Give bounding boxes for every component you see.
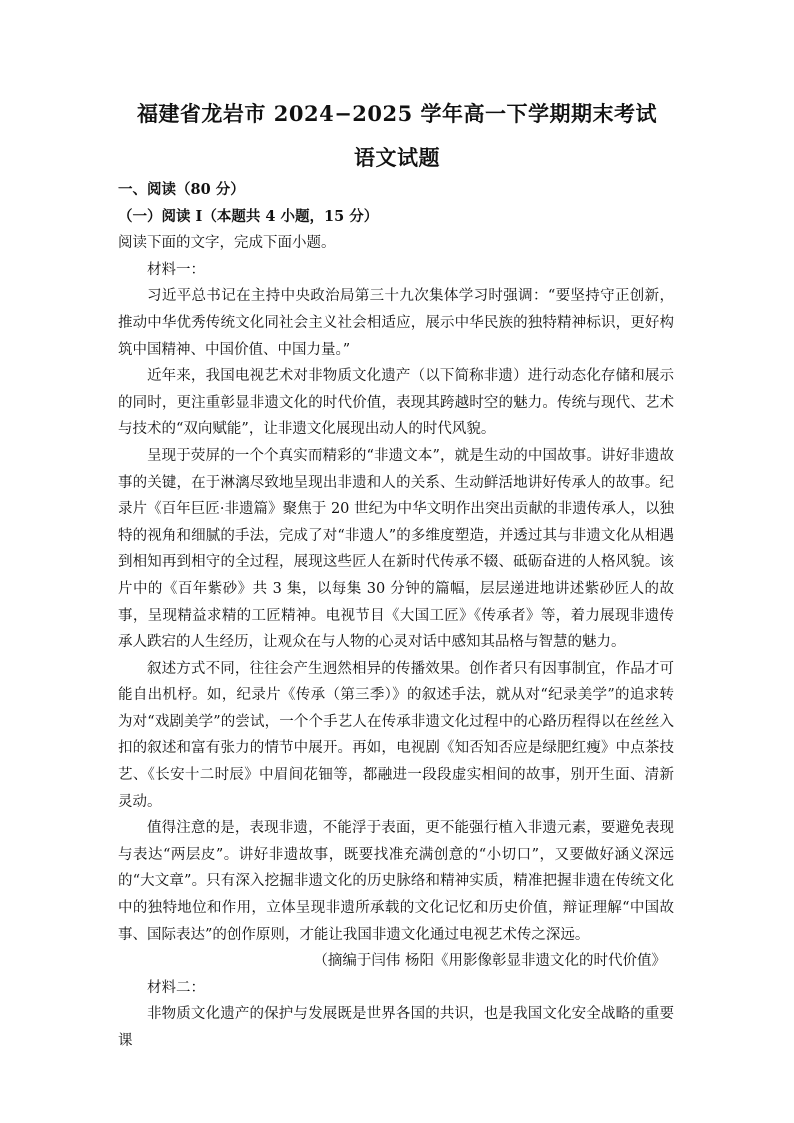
instruction-text: 阅读下面的文字，完成下面小题。 [118,235,336,252]
document-subtitle: 语文试题 [354,145,440,170]
material1-paragraph: 习近平总书记在主持中央政治局第三十九次集体学习时强调：“要坚持守正创新，推动中华优秀传统文化同社会主义社会相适应，展示中华民族的独特精神标识，更好构筑中国精神、中国价值、中国力量。” [118,288,674,358]
subsection-heading: （一）阅读 I（本题共 4 小题，15 分） [118,207,379,225]
material1-paragraph: 呈现于荧屏的一个个真实而精彩的“非遗文本”，就是生动的中国故事。讲好非遗故事的关键，在于淋漓尽致地呈现出非遗和人的关系、生动鲜活地讲好传承人的故事。纪录片《百年巨匠·非遗篇》聚焦于 20 世纪为中华文明作出突出贡献的非遗传承人，以独特的视角和细腻的手法，完成了对“非遗人”的多维度塑造，并透过其与非遗文化从相遇到相知再到相守的全过程，展现这些匠人在新时代传承不辍、砥砺奋进的人格风貌。该片中的《百年紫砂》共 3 集，以每集 30 分钟的篇幅，层层递进地讲述紫砂匠人的故事，呈现精益求精的工匠精神。电视节目《大国工匠》《传承者》等，着力展现非遗传承人跌宕的人生经历，让观众在与人物的心灵对话中感知其品格与智慧的魅力。 [118,447,674,651]
material1-paragraph: 值得注意的是，表现非遗，不能浮于表面，更不能强行植入非遗元素，要避免表现与表达“两层皮”。讲好非遗故事，既要找准充满创意的“小切口”，又要做好涵义深远的“大文章”。只有深入挖掘非遗文化的历史脉络和精神实质，精准把握非遗在传统文化中的独特地位和作用，立体呈现非遗所承载的文化记忆和历史价值，辩证理解“中国故事、国际表达”的创作原则，才能让我国非遗文化通过电视艺术传之深远。 [118,820,674,943]
document-title: 福建省龙岩市 2024−2025 学年高一下学期期末考试 [136,101,658,126]
section-heading: 一、阅读（80 分） [118,181,245,198]
material1-paragraph: 叙述方式不同，往往会产生迥然相异的传播效果。创作者只有因事制宜，作品才可能自出机杼。如，纪录片《传承（第三季）》的叙述手法，就从对“纪录美学”的追求转为对“戏剧美学”的尝试，一个个手艺人在传承非遗文化过程中的心路历程得以在丝丝入扣的叙述和富有张力的情节中展开。再如，电视剧《知否知否应是绿肥红瘦》中点茶技艺、《长安十二时辰》中眉间花钿等，都融进一段段虚实相间的故事，别开生面、清新灵动。 [118,660,674,810]
citation: （摘编于闫伟 杨阳《用影像彰显非遗文化的时代价值》 [313,953,666,970]
document-body [118,177,674,1055]
material1-paragraph: 近年来，我国电视艺术对非物质文化遗产（以下简称非遗）进行动态化存储和展示的同时，更注重彰显非遗文化的时代价值，表现其跨越时空的魅力。传统与现代、艺术与技术的“双向赋能”，让非遗文化展现出动人的时代风貌。 [118,368,674,438]
material1-label: 材料一： [147,261,205,278]
material2-paragraph: 非物质文化遗产的保护与发展既是世界各国的共识，也是我国文化安全战略的重要课 [118,1006,674,1049]
material2-label: 材料二： [147,979,205,996]
